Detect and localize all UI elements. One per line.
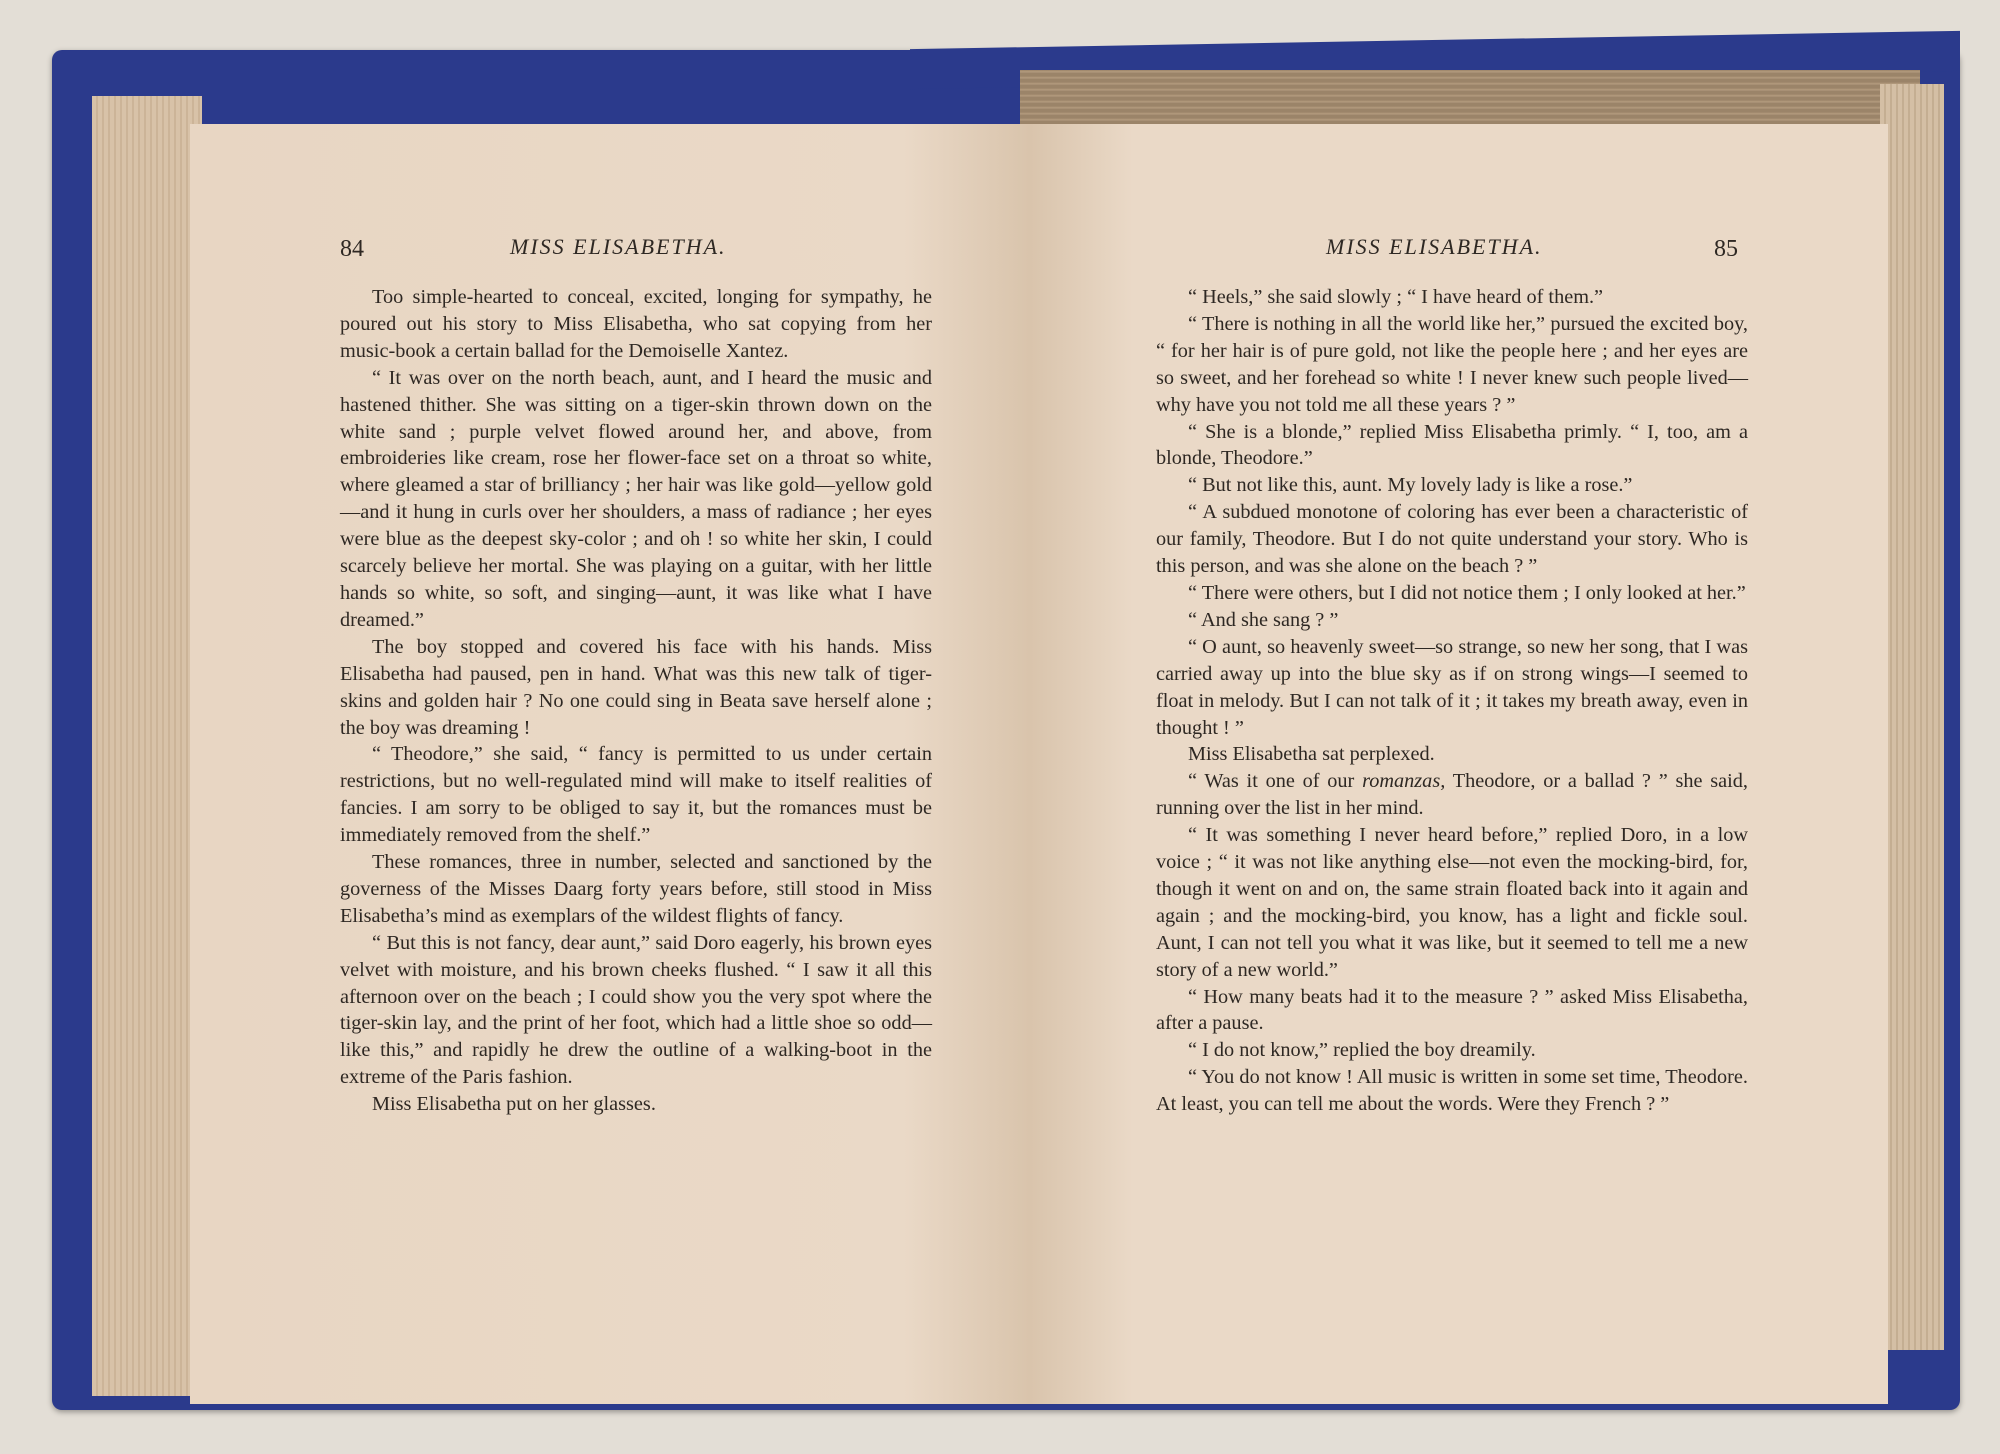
paragraph: “ It was something I never heard before,” replied Doro, in a low voice ; “ it was not like anything else—not even the mocking-bird, for, though it went on and on, the same strain floated back into it again and again ; and the mocking-bird, you know, has a light and fickle soul. Aunt, I can not tell you what it was like, but it seemed to tell me a new story of a new world.” [1156,824,1748,981]
right-page-edges [1880,84,1944,1350]
paragraph: “ But this is not fancy, dear aunt,” said Doro eagerly, his brown eyes velvet with moisture, and his brown cheeks flushed. “ I saw it all this afternoon over on the beach ; I could show you the very spot where the tiger-skin lay, and the print of her foot, which had a little shoe so odd—like this,” and rapidly he drew the outline of a walking-boot in the extreme of the Paris fashion. [340,931,932,1089]
paragraph: “ But not like this, aunt. My lovely lady is like a rose.” [1188,474,1633,497]
paragraph: “ It was over on the north beach, aunt, and I heard the music and hastened thither. She was sitting on a tiger-skin thrown down on the white sand ; purple velvet flowed around her, and above, from embroideries like cream, rose her flower-face set on a throat so white, where gleamed a star of brilliancy ; her hair was like gold—yellow gold—and it hung in curls over her shoulders, a mass of radiance ; her eyes were blue as the deepest sky-color ; and oh ! so white her skin, I could scarcely believe her mortal. She was playing on a guitar, with her little hands so white, so soft, and singing—aunt, it was like what I have dreamed.” [340,366,932,631]
paragraph: “ Theodore,” she said, “ fancy is permitted to us under certain restrictions, but no well-regulated mind will make to itself realities of fancies. I am sorry to be obliged to say it, but the romances must be immediately removed from the shelf.” [340,743,932,847]
paragraph: “ I do not know,” replied the boy dreamily. [1188,1039,1536,1062]
paragraph: Too simple-hearted to conceal, excited, longing for sympathy, he poured out his story to Miss Elisabetha, who sat copying from her music-book a certain ballad for the Demoiselle Xantez. [340,286,932,362]
page-number: 84 [340,236,364,262]
page-body [340,284,932,1118]
running-title: MISS ELISABETHA. [1326,234,1543,259]
paragraph: “ And she sang ? ” [1188,608,1339,631]
left-page [190,124,1030,1404]
paragraph: “ Heels,” she said slowly ; “ I have heard of them.” [1188,286,1604,308]
italic-word: romanzas, [1362,770,1446,793]
paragraph: “ There is nothing in all the world like her,” pursued the excited boy, “ for her hair is of pure gold, not like the people here ; and her eyes are so sweet, and her forehead so white ! I never knew such people lived—why have you not told me all these years ? ” [1156,312,1748,416]
paragraph: Miss Elisabetha put on her glasses. [372,1093,656,1116]
text-run: Theodore, or a ballad ? ” she said, running over the list in her mind. [1156,770,1748,820]
running-title: MISS ELISABETHA. [510,234,727,259]
page-number: 85 [1714,236,1738,262]
paragraph: These romances, three in number, selected and sanctioned by the governess of the Misses Daarg forty years before, still stood in Miss Elisabetha’s mind as exemplars of the wildest flights of fancy. [340,851,932,927]
paragraph: “ She is a blonde,” replied Miss Elisabetha primly. “ I, too, am a blonde, Theodore.” [1156,420,1748,470]
text-run: “ Was it one of our [1188,770,1355,793]
right-page-top-edges [1020,70,1920,130]
paragraph: “ A subdued monotone of coloring has ever been a characteristic of our family, Theodore. But I do not quite understand your story. Who is this person, and was she alone on the beach ? ” [1156,501,1748,578]
left-page-edges [92,96,202,1396]
paragraph: “ There were others, but I did not notice them ; I only looked at her.” [1188,581,1746,604]
page-body [1156,284,1748,1118]
paragraph [1156,768,1748,822]
paragraph: “ You do not know ! All music is written in some set time, Theodore. At least, you can tell me about the words. Were they French ? ” [1156,1066,1748,1116]
paragraph: Miss Elisabetha sat perplexed. [1188,743,1435,766]
paragraph: The boy stopped and covered his face with his hands. Miss Elisabetha had paused, pen in hand. What was this new talk of tiger-skins and golden hair ? No one could sing in Beata save herself alone ; the boy was dreaming ! [340,635,932,739]
right-page [1030,124,1888,1404]
paragraph: “ O aunt, so heavenly sweet—so strange, so new her song, that I was carried away up into the blue sky as if on strong wings—I seemed to float in melody. But I can not talk of it ; it takes my breath away, even in thought ! ” [1156,635,1748,739]
paragraph: “ How many beats had it to the measure ? ” asked Miss Elisabetha, after a pause. [1156,985,1748,1035]
